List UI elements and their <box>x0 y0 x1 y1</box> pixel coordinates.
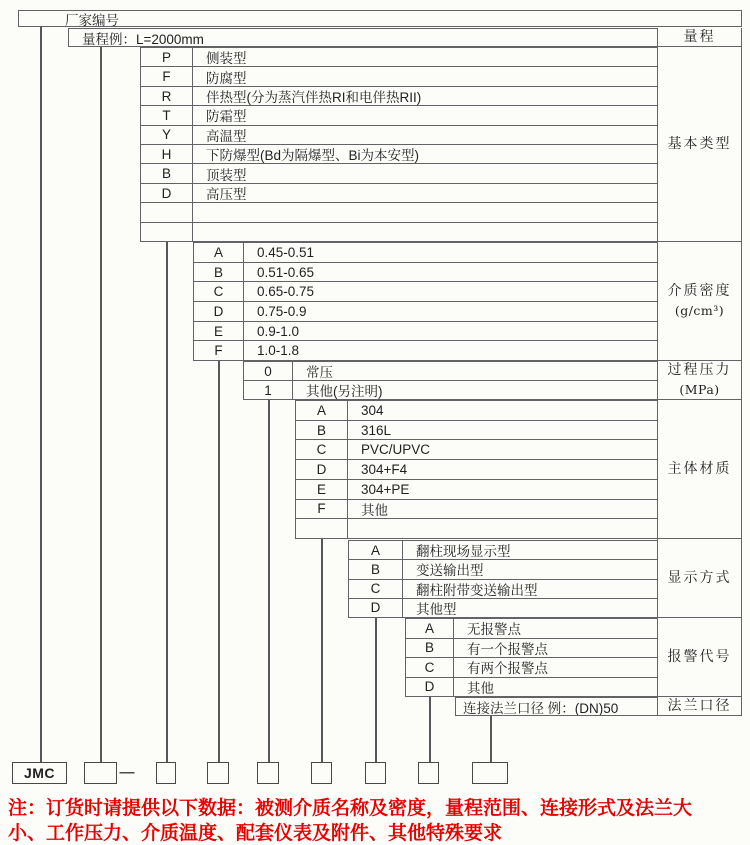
table-row <box>141 184 657 203</box>
table-row <box>296 460 657 480</box>
category-label <box>658 361 741 400</box>
connector-line <box>321 539 323 763</box>
dash-separator: — <box>119 763 135 781</box>
row-code: B <box>296 421 348 440</box>
table-row <box>141 106 657 125</box>
row-desc: 0.45-0.51 <box>257 244 315 260</box>
row-code: A <box>194 243 244 262</box>
table-row <box>194 243 657 263</box>
row-desc: 1.0-1.8 <box>257 343 300 359</box>
table-row <box>406 639 657 659</box>
table-row <box>194 341 657 361</box>
table-row <box>296 500 657 520</box>
table-row <box>406 619 657 639</box>
row-desc: 有两个报警点 <box>467 661 548 677</box>
category-label-unit: (g/cm³) <box>674 303 725 318</box>
connector-line <box>375 618 377 763</box>
category-label <box>658 400 741 539</box>
range-example-label: 量程例：L=2000mm <box>82 31 204 47</box>
row-desc: 下防爆型(Bd为隔爆型、Bi为本安型) <box>206 148 420 164</box>
range-example-cell <box>68 28 657 47</box>
row-code: D <box>296 460 348 479</box>
row-desc: 304+F4 <box>361 462 408 478</box>
row-desc: 顶装型 <box>206 167 247 183</box>
code-box <box>472 762 508 784</box>
category-label-text: 报警代号 <box>667 648 732 665</box>
table-row <box>141 145 657 164</box>
table-row <box>194 282 657 302</box>
row-code: B <box>194 263 244 282</box>
order-note: 注：订货时请提供以下数据：被测介质名称及密度，量程范围、连接形式及法兰大小、工作压力、介质温度、配套仪表及附件、其他特殊要求 <box>8 798 693 844</box>
row-code: D <box>349 599 403 617</box>
row-code: A <box>406 619 454 638</box>
row-desc: 变送输出型 <box>416 563 484 579</box>
row-desc: 其他(另注明) <box>306 384 383 399</box>
selection-table <box>295 400 657 539</box>
row-desc: 翻柱附带变送输出型 <box>416 582 538 598</box>
connector-line <box>40 26 42 763</box>
table-row <box>141 223 657 242</box>
table-row <box>244 381 657 400</box>
table-row <box>349 541 657 560</box>
row-code: C <box>194 282 244 301</box>
table-row <box>141 164 657 183</box>
row-desc: 0.51-0.65 <box>257 264 315 280</box>
category-label <box>658 242 741 361</box>
selection-table <box>348 540 657 618</box>
row-code: B <box>141 164 193 182</box>
code-box <box>156 762 176 784</box>
code-box <box>257 762 279 784</box>
row-code: P <box>141 48 193 66</box>
category-label <box>658 697 741 716</box>
selection-table <box>405 618 657 697</box>
row-code: H <box>141 145 193 163</box>
row-desc <box>193 223 657 241</box>
code-box <box>365 762 386 784</box>
row-desc: 常压 <box>306 365 333 380</box>
connector-line <box>490 716 492 763</box>
row-code: A <box>349 541 403 559</box>
row-code <box>141 223 193 241</box>
table-row <box>141 126 657 145</box>
row-code: D <box>141 184 193 202</box>
row-desc: 防腐型 <box>206 70 247 86</box>
category-label-text: 法兰口径 <box>667 697 732 714</box>
row-code: C <box>406 658 454 677</box>
model-prefix-box: JMC <box>12 762 67 784</box>
category-label-unit: (MPa) <box>679 382 720 397</box>
connector-line <box>218 361 220 763</box>
row-desc: PVC/UPVC <box>361 442 431 458</box>
table-row <box>141 48 657 67</box>
row-desc: 0.75-0.9 <box>257 303 307 319</box>
row-code: D <box>194 302 244 321</box>
connector-line <box>166 242 168 763</box>
row-desc: 有一个报警点 <box>467 641 548 657</box>
row-desc: 连接法兰口径 例：(DN)50 <box>463 700 619 715</box>
row-code <box>141 203 193 221</box>
row-code: 0 <box>244 362 293 380</box>
table-row <box>296 519 657 539</box>
table-row <box>141 67 657 86</box>
category-label-column <box>657 28 742 716</box>
row-desc: 翻柱现场显示型 <box>416 544 511 560</box>
connector-line <box>268 400 270 763</box>
row-desc: 侧装型 <box>206 51 247 67</box>
category-label-text: 介质密度 <box>667 283 732 299</box>
row-desc: 高温型 <box>206 128 247 144</box>
table-row <box>194 263 657 283</box>
row-code: E <box>296 480 348 499</box>
connector-line <box>429 697 431 763</box>
table-row <box>349 580 657 599</box>
row-code: T <box>141 106 193 124</box>
table-row <box>406 678 657 698</box>
row-desc: 无报警点 <box>467 622 521 638</box>
category-label-text: 过程压力 <box>667 362 732 378</box>
category-label <box>658 539 741 618</box>
row-code: F <box>296 500 348 519</box>
row-code: B <box>349 560 403 578</box>
category-label-text: 显示方式 <box>667 569 732 586</box>
code-box <box>84 762 117 784</box>
code-box <box>207 762 229 784</box>
row-code: F <box>194 341 244 360</box>
row-desc <box>193 203 657 221</box>
code-box <box>311 762 332 784</box>
selection-table <box>140 47 657 242</box>
row-code: 1 <box>244 381 293 399</box>
row-desc: 0.65-0.75 <box>257 284 315 300</box>
row-desc: 其他型 <box>416 601 457 617</box>
row-code: C <box>296 440 348 459</box>
category-label-text: 基本类型 <box>667 135 732 152</box>
row-desc: 304 <box>361 402 384 418</box>
connector-line <box>100 47 102 763</box>
row-desc: 防霜型 <box>206 109 247 125</box>
row-code: A <box>296 401 348 420</box>
row-desc <box>348 519 657 538</box>
row-code: D <box>406 678 454 697</box>
table-row <box>406 658 657 678</box>
table-row <box>349 560 657 579</box>
vendor-code-cell <box>18 10 742 27</box>
row-desc: 0.9-1.0 <box>257 323 300 339</box>
row-code <box>296 519 348 538</box>
table-row <box>194 302 657 322</box>
table-row <box>141 203 657 222</box>
row-code: C <box>349 580 403 598</box>
row-desc: 304+PE <box>361 481 410 497</box>
category-label <box>658 618 741 697</box>
table-row <box>349 599 657 618</box>
row-code: B <box>406 639 454 658</box>
vendor-code-label: 厂家编号 <box>65 12 119 28</box>
table-row <box>244 362 657 381</box>
row-code: E <box>194 322 244 341</box>
table-row <box>296 401 657 421</box>
row-desc: 其他 <box>467 680 494 696</box>
table-row <box>296 421 657 441</box>
selection-table <box>455 697 657 716</box>
selection-table <box>243 361 657 400</box>
category-label <box>658 47 741 242</box>
row-code: R <box>141 87 193 105</box>
row-code: F <box>141 67 193 85</box>
table-row <box>296 440 657 460</box>
category-label <box>658 28 741 47</box>
table-row <box>296 480 657 500</box>
table-row <box>141 87 657 106</box>
category-label-text: 主体材质 <box>667 460 732 477</box>
table-row <box>194 322 657 342</box>
table-row <box>456 698 657 716</box>
category-label-text: 量程 <box>683 28 716 45</box>
row-desc: 伴热型(分为蒸汽伴热RI和电伴热RII) <box>206 90 422 106</box>
row-code: Y <box>141 126 193 144</box>
row-desc: 316L <box>361 422 392 438</box>
row-desc: 高压型 <box>206 187 247 203</box>
selection-table <box>193 242 657 361</box>
row-desc: 其他 <box>361 502 388 518</box>
code-box <box>418 762 439 784</box>
